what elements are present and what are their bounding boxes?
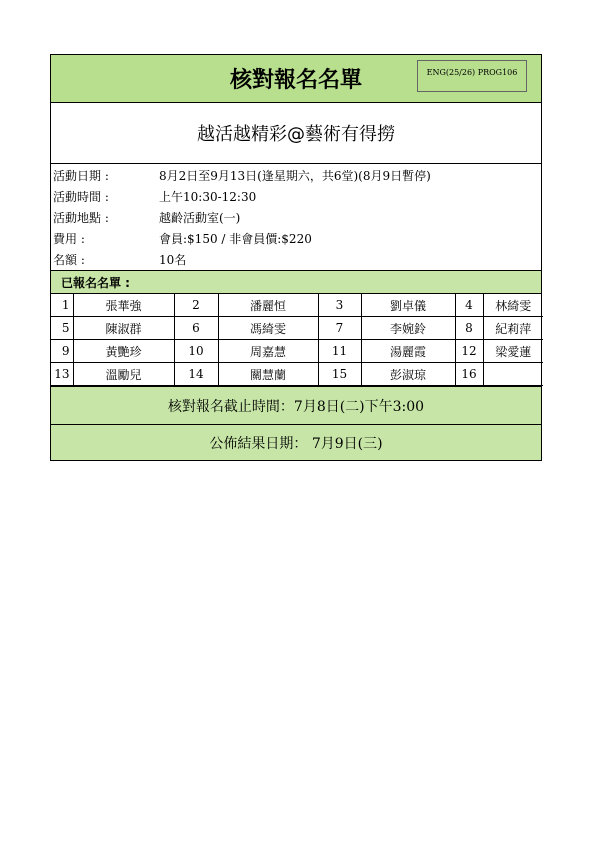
info-label: 活動日期 : <box>53 169 109 183</box>
table-row <box>51 294 543 317</box>
registration-sheet <box>50 54 542 461</box>
info-value: 越齡活動室(一) <box>159 211 241 225</box>
info-label: 活動時間 : <box>53 190 109 204</box>
activity-name: 越活越精彩@藝術有得撈 <box>51 103 541 164</box>
registrant-name: 張華強 <box>73 294 174 317</box>
page-title: 核對報名名單 <box>229 68 362 93</box>
registrant-name: 紀莉萍 <box>483 317 543 340</box>
registrant-number: 4 <box>455 294 483 317</box>
table-row <box>51 340 543 363</box>
activity-info <box>51 164 541 271</box>
registrant-name: 彭淑琼 <box>361 363 455 386</box>
registrant-number: 8 <box>455 317 483 340</box>
registrant-name: 周嘉慧 <box>218 340 318 363</box>
info-value: 上午10:30-12:30 <box>159 190 257 204</box>
info-fee-row <box>51 228 541 249</box>
registrant-name: 李婉鈴 <box>361 317 455 340</box>
program-code: ENG(25/26) PROG106 <box>417 60 527 92</box>
table-row <box>51 363 543 386</box>
registrant-number: 6 <box>174 317 218 340</box>
info-venue-row <box>51 207 541 228</box>
registrant-name: 湯麗霞 <box>361 340 455 363</box>
info-value: 10名 <box>159 253 187 267</box>
result-announcement-date: 公佈結果日期： 7月9日(三) <box>51 425 541 460</box>
registrant-name: 陳淑群 <box>73 317 174 340</box>
verification-deadline: 核對報名截止時間：7月8日(二)下午3:00 <box>51 386 541 425</box>
registrant-name <box>483 363 543 386</box>
registrant-number: 10 <box>174 340 218 363</box>
registrant-number: 12 <box>455 340 483 363</box>
registrant-number: 15 <box>318 363 361 386</box>
table-row <box>51 317 543 340</box>
registrant-number: 1 <box>51 294 73 317</box>
title-bar <box>51 55 541 103</box>
info-date-row <box>51 165 541 186</box>
registrant-name: 馮綺雯 <box>218 317 318 340</box>
registrant-number: 7 <box>318 317 361 340</box>
registrant-name: 劉卓儀 <box>361 294 455 317</box>
registrant-name: 梁愛蓮 <box>483 340 543 363</box>
registered-list-header: 已報名名單 : <box>51 271 541 294</box>
registrant-number: 2 <box>174 294 218 317</box>
registrant-name: 黃艷珍 <box>73 340 174 363</box>
info-label: 活動地點 : <box>53 211 109 225</box>
registrant-number: 9 <box>51 340 73 363</box>
info-value: 會員:$150 / 非會員價:$220 <box>159 232 312 246</box>
info-label: 名額 : <box>53 253 85 267</box>
info-label: 費用 : <box>53 232 85 246</box>
registrant-number: 14 <box>174 363 218 386</box>
registrant-name: 潘麗恒 <box>218 294 318 317</box>
registrant-table <box>51 294 543 386</box>
registrant-name: 溫勵兒 <box>73 363 174 386</box>
registrant-name: 林綺雯 <box>483 294 543 317</box>
info-time-row <box>51 186 541 207</box>
info-value: 8月2日至9月13日(逢星期六，共6堂)(8月9日暫停) <box>159 169 431 183</box>
registrant-number: 5 <box>51 317 73 340</box>
info-quota-row <box>51 249 541 270</box>
registrant-name: 關慧蘭 <box>218 363 318 386</box>
registrant-number: 3 <box>318 294 361 317</box>
registrant-number: 13 <box>51 363 73 386</box>
registrant-number: 16 <box>455 363 483 386</box>
registrant-number: 11 <box>318 340 361 363</box>
